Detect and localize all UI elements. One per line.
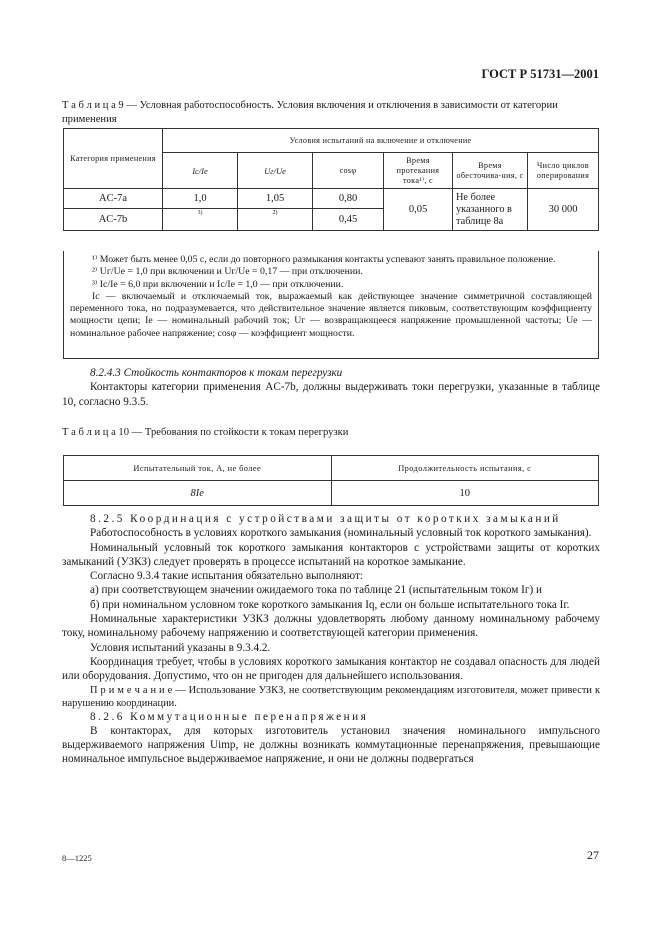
table9-notes	[63, 251, 599, 359]
table9-col-cycles: Число циклов оперирования	[528, 153, 599, 189]
note-2: ²⁾ Uг/Uе = 1,0 при включении и Uг/Uе = 0,17 — при отключении.	[92, 266, 363, 278]
section-825-p5: б) при номинальном условном токе короткого замыкания Iq, если он больше испытательного тока Iг.	[90, 598, 570, 611]
table10-col1: Испытательный ток, А, не более	[64, 456, 332, 481]
table9-col-cos: cosφ	[313, 153, 384, 189]
table9-col-ic-ie: Iс/Iе	[163, 153, 238, 189]
section-825-p3: Согласно 9.3.4 такие испытания обязательно выполняют:	[90, 570, 363, 583]
table9-col-time-off: Время обесточива-ния, с	[453, 153, 528, 189]
table10-val1: 8Iе	[64, 481, 332, 506]
section-8243	[62, 366, 600, 409]
table9-time-flow: 0,05	[384, 189, 453, 231]
table9-cell: 0,80	[313, 189, 384, 209]
section-8243-heading: 8.2.4.3 Стойкость контакторов к токам перегрузки	[90, 367, 343, 379]
table9-caption-text: Т а б л и ц а 9 — Условная работоспособность. Условия включения и отключения в зависимости от категории применения	[62, 100, 558, 125]
section-825-note: П р и м е ч а н и е — Использование УЗКЗ, не соответствующим рекомендациям изготовителя, может привести к нарушению координации.	[62, 684, 600, 709]
section-825-p6: Номинальные характеристики УЗКЗ должны удовлетворять любому данному номинальному рабочему току, номинальному рабочему напряжению и соответствующей категории применения.	[62, 613, 600, 640]
note-4: Iс — включаемый и отключаемый ток, выражаемый как действующее значение симметричной составляющей переменного тока, но подразумевается, что действительное значение является пиковым, соответствующим коэффициенту мощности цепи; Iе — номинальный рабочий ток; Uг — возвращающееся напряжение промышленной частоты; Uе — номинальное рабочее напряжение; cosφ — коэффициент мощности.	[70, 290, 592, 339]
table9-col-group: Условия испытаний на включение и отключение	[163, 129, 599, 153]
table-row	[64, 481, 599, 506]
section-825-p1: Работоспособность в условиях короткого замыкания (номинальный условный ток короткого замыкания).	[90, 527, 592, 540]
table9-caption	[62, 99, 600, 126]
table9-cell: 2)	[238, 209, 313, 231]
table9-cell: 1,0	[163, 189, 238, 209]
section-825	[62, 512, 600, 767]
table9-time-off: Не более указанного в таблице 8а	[453, 189, 528, 231]
table9-cell: 1,05	[238, 189, 313, 209]
section-825-p4: а) при соответствующем значении ожидаемого тока по таблице 21 (испытательным током Iг) и	[90, 584, 542, 597]
note-1: ¹⁾ Может быть менее 0,05 с, если до повторного размыкания контакты успевают занять правильное положение.	[92, 254, 556, 265]
table9-col-time-flow: Время протекания тока¹⁾, с	[384, 153, 453, 189]
table10-caption: Т а б л и ц а 10 — Требования по стойкости к токам перегрузки	[62, 427, 349, 438]
section-826-p1: В контакторах, для которых изготовитель установил значения номинального импульсного выдерживаемого напряжения Uimp, не должны возникать коммутационные перенапряжения, превышающие номинальное импульсное выдерживаемое напряжение, и они не должны подвергаться	[62, 724, 600, 766]
table9-col-category: Категория применения	[64, 129, 163, 189]
table9-cell: 3)	[163, 209, 238, 231]
table9-cell: AC-7b	[64, 209, 163, 231]
table9-col-ur-ue: Uг/Uе	[238, 153, 313, 189]
section-825-p8: Координация требует, чтобы в условиях короткого замыкания контактор не создавал опасность для людей или оборудования. Допустимо, что он не пригоден для дальнейшего использования.	[62, 655, 600, 683]
section-8243-text: Контакторы категории применения AC-7b, должны выдерживать токи перегрузки, указанные в таблице 10, согласно 9.3.5.	[62, 381, 600, 408]
table-row	[64, 189, 599, 209]
table9-cell: AC-7a	[64, 189, 163, 209]
table-row	[64, 456, 599, 481]
table9-cycles: 30 000	[528, 189, 599, 231]
standard-header: ГОСТ Р 51731—2001	[481, 67, 599, 81]
section-826-heading: 8.2.6 Коммутационные перенапряжения	[90, 710, 369, 723]
section-825-p2: Номинальный условный ток короткого замыкания контакторов с устройствами защиты от коротких замыканий (УЗКЗ) следует проверять в процессе испытаний на короткое замыкание.	[62, 541, 600, 568]
section-825-heading: 8.2.5 Координация с устройствами защиты от коротких замыканий	[90, 513, 561, 525]
table9-cell: 0,45	[313, 209, 384, 231]
table10-val2: 10	[331, 481, 599, 506]
section-825-p7: Условия испытаний указаны в 9.3.4.2.	[90, 641, 271, 654]
table9	[63, 128, 599, 231]
page-number: 27	[587, 848, 599, 862]
table10	[63, 455, 599, 506]
table10-col2: Продолжительность испытания, с	[331, 456, 599, 481]
footer-code: 8—1225	[62, 853, 92, 863]
note-3: ³⁾ Iс/Iе = 6,0 при включении и Iс/Iе = 1,0 — при отключении.	[92, 278, 344, 290]
